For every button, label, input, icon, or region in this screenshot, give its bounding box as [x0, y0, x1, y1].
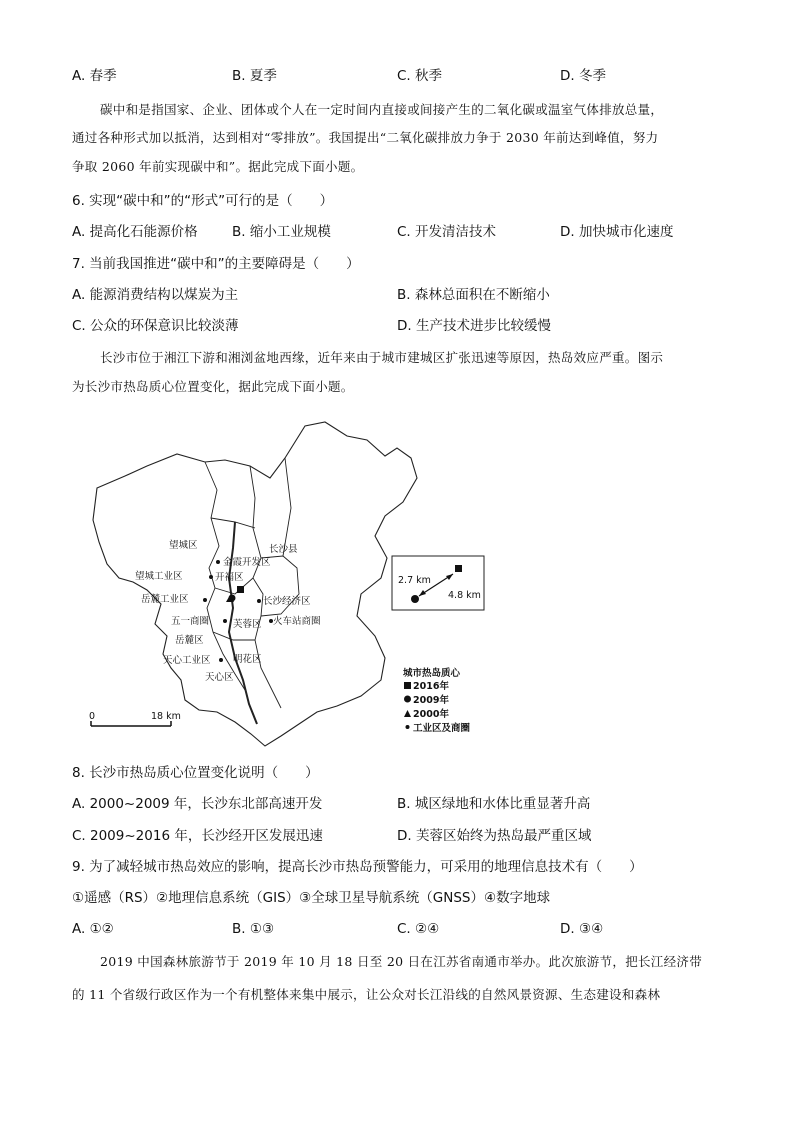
- legend-circle-icon: [404, 696, 411, 703]
- q9-option-a: A. ①②: [72, 921, 114, 937]
- q7-option-a: A. 能源消费结构以煤炭为主: [72, 287, 239, 303]
- passage1-line1: 碳中和是指国家、企业、团体或个人在一定时间内直接或间接产生的二氧化碳或温室气体排放总量，: [100, 102, 664, 117]
- q9-items: ①遥感（RS）②地理信息系统（GIS）③全球卫星导航系统（GNSS）④数字地球: [72, 890, 551, 906]
- q6-option-d: D. 加快城市化速度: [560, 224, 674, 240]
- q5-option-c: C. 秋季: [397, 68, 443, 84]
- scale-start: 0: [89, 711, 96, 722]
- q8-option-b: B. 城区绿地和水体比重显著升高: [397, 796, 591, 812]
- label-tianxin-industrial: 天心工业区: [163, 655, 211, 666]
- city-boundary: [93, 422, 417, 746]
- inset-2016: [455, 565, 462, 572]
- label-jinxia: 金霞开发区: [223, 557, 271, 568]
- q9-option-d: D. ③④: [560, 921, 604, 937]
- q8-stem: 8. 长沙市热岛质心位置变化说明（ ）: [72, 765, 319, 781]
- centroid-2016: [237, 586, 244, 593]
- q7-option-b: B. 森林总面积在不断缩小: [397, 287, 550, 303]
- q8-option-d: D. 芙蓉区始终为热岛最严重区域: [397, 828, 592, 844]
- q8-option-a: A. 2000~2009 年，长沙东北部高速开发: [72, 796, 323, 812]
- inset-distance-long: 4.8 km: [448, 590, 481, 601]
- label-minghua: 明花区: [233, 654, 262, 665]
- dot-railway: [269, 619, 273, 623]
- legend-2009: 2009年: [413, 695, 449, 706]
- label-railway-station: 火车站商圈: [273, 616, 321, 627]
- legend-2016: 2016年: [413, 681, 449, 692]
- label-wuyi: 五一商圈: [171, 616, 210, 627]
- q5-option-d: D. 冬季: [560, 68, 606, 84]
- q7-option-c: C. 公众的环保意识比较淡薄: [72, 318, 239, 334]
- dot-tianxin-industrial: [219, 658, 223, 662]
- label-yuelu-industrial: 岳麓工业区: [141, 594, 189, 605]
- legend-2000: 2000年: [413, 709, 449, 720]
- q6-option-b: B. 缩小工业规模: [232, 224, 331, 240]
- q9-option-c: C. ②④: [397, 921, 440, 937]
- q9-stem: 9. 为了减轻城市热岛效应的影响，提高长沙市热岛预警能力，可采用的地理信息技术有（ ）: [72, 859, 643, 875]
- label-furong: 芙蓉区: [233, 619, 262, 630]
- legend-square-icon: [404, 682, 411, 689]
- passage2-line1: 长沙市位于湘江下游和湘浏盆地西缘，近年来由于城市建城区扩张迅速等原因，热岛效应严重。图示: [100, 350, 664, 365]
- q6-option-a: A. 提高化石能源价格: [72, 224, 198, 240]
- passage1-line2: 通过各种形式加以抵消，达到相对“零排放”。我国提出“二氧化碳排放力争于 2030 年前达到峰值，努力: [72, 130, 659, 145]
- q9-option-b: B. ①③: [232, 921, 275, 937]
- passage3-line2: 的 11 个省级行政区作为一个有机整体来集中展示，让公众对长江沿线的自然风景资源、生态建设和森林: [72, 987, 661, 1002]
- q5-option-b: B. 夏季: [232, 68, 277, 84]
- inset-2009: [411, 595, 419, 603]
- dot-economic: [257, 599, 261, 603]
- passage3-line1: 2019 中国森林旅游节于 2019 年 10 月 18 日至 20 日在江苏省南通市举办。此次旅游节，把长江经济带: [100, 954, 703, 969]
- label-tianxin: 天心区: [205, 672, 234, 683]
- label-yuelu: 岳麓区: [175, 635, 204, 646]
- legend-triangle-icon: [404, 710, 411, 717]
- legend-title: 城市热岛质心: [403, 668, 461, 679]
- q5-option-a: A. 春季: [72, 68, 117, 84]
- q6-option-c: C. 开发清洁技术: [397, 224, 497, 240]
- legend-industrial: 工业区及商圈: [413, 723, 471, 734]
- q7-option-d: D. 生产技术进步比较缓慢: [397, 318, 551, 334]
- legend-dot-icon: [406, 725, 410, 729]
- label-wangcheng: 望城区: [169, 540, 198, 551]
- dot-wuyi: [223, 619, 227, 623]
- inset-distance-short: 2.7 km: [398, 575, 431, 586]
- label-changsha-county: 长沙县: [269, 544, 298, 555]
- passage1-line3: 争取 2060 年前实现碳中和”。据此完成下面小题。: [72, 159, 364, 174]
- scale-end: 18 km: [151, 711, 181, 722]
- dot-wangcheng-industrial: [209, 575, 213, 579]
- changsha-heat-island-map: [85, 418, 505, 748]
- q7-stem: 7. 当前我国推进“碳中和”的主要障碍是（ ）: [72, 256, 360, 272]
- dot-jinxia: [216, 560, 220, 564]
- q8-option-c: C. 2009~2016 年，长沙经开区发展迅速: [72, 828, 323, 844]
- dot-yuelu-industrial: [203, 598, 207, 602]
- label-kaifu: 开福区: [215, 572, 244, 583]
- label-wangcheng-industrial: 望城工业区: [135, 571, 183, 582]
- q6-stem: 6. 实现“碳中和”的“形式”可行的是（ ）: [72, 193, 334, 209]
- passage2-line2: 为长沙市热岛质心位置变化，据此完成下面小题。: [72, 379, 354, 394]
- label-changsha-economic: 长沙经济区: [263, 596, 311, 607]
